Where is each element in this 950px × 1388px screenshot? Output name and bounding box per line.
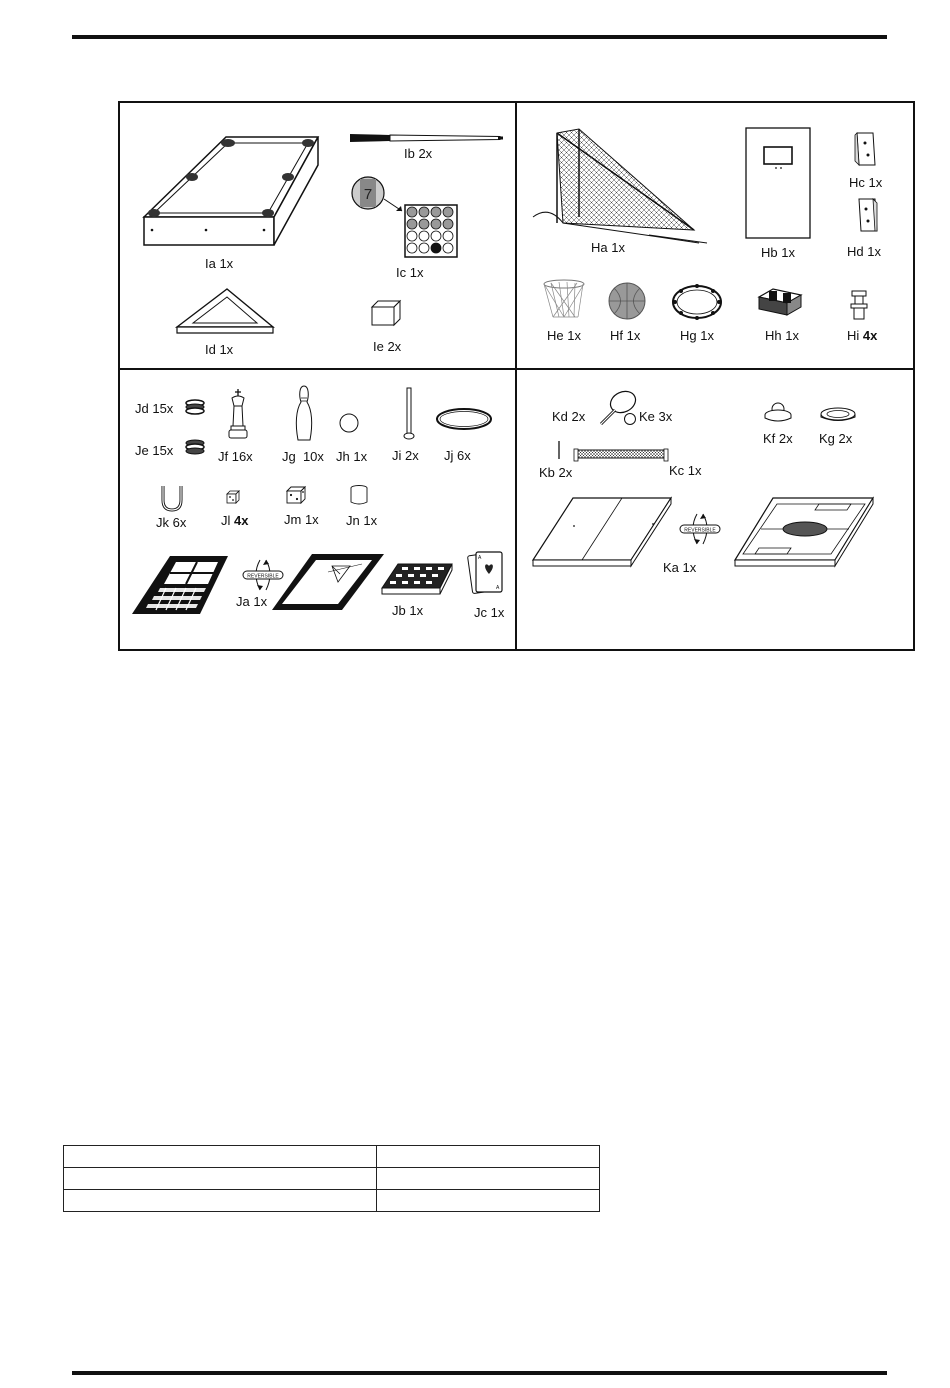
table-cell: [377, 1168, 600, 1190]
reversible-text: REVERSIBLE: [247, 573, 279, 580]
table-cell: [377, 1146, 600, 1168]
part-qty-Jl: 4x: [234, 513, 249, 528]
table-top-icon: [531, 496, 673, 570]
bracket-icon: [853, 131, 877, 167]
part-label-Ji: Ji 2x: [392, 448, 419, 463]
sports-field-top-icon: [731, 494, 875, 570]
part-label-Je: Je 15x: [135, 443, 174, 458]
ring-stake-icon: [402, 386, 416, 442]
part-label-Hf: Hf 1x: [610, 328, 641, 343]
ball-number: 7: [363, 186, 373, 203]
chess-board-icon: [130, 554, 230, 616]
spec-table: [63, 1145, 600, 1212]
part-label-Hh: Hh 1x: [765, 328, 799, 343]
part-label-Kc: Kc 1x: [669, 463, 702, 478]
cue-stick-icon: [350, 133, 505, 143]
svg-text:A: A: [478, 555, 482, 561]
part-label-Hi: [847, 329, 877, 343]
games-panel: [120, 370, 515, 651]
table-sports-panel: [517, 370, 915, 651]
table-net-icon: [573, 448, 669, 462]
checker-pieces-icon: [184, 398, 206, 416]
part-code-Jl: Jl: [221, 513, 231, 528]
backboard-icon: [745, 127, 811, 239]
part-label-Ib: Ib 2x: [404, 146, 433, 161]
basketball-icon: [607, 281, 647, 321]
part-code-Hi: Hi: [847, 328, 860, 343]
table-cell: [64, 1168, 377, 1190]
top-rule: [72, 35, 887, 39]
table-cell: [64, 1146, 377, 1168]
part-label-Id: Id 1x: [205, 342, 234, 357]
net-post-icon: [555, 440, 563, 460]
part-label-Ha: Ha 1x: [591, 240, 625, 255]
small-die-icon: [226, 490, 240, 504]
billiards-panel: [120, 103, 515, 368]
table-row: [64, 1190, 600, 1212]
bottom-rule: [72, 1371, 887, 1375]
part-label-Ja: Ja 1x: [236, 594, 268, 609]
part-label-Hd: Hd 1x: [847, 244, 881, 259]
svg-text:A: A: [496, 585, 500, 591]
air-hockey-striker-icon: [763, 400, 793, 424]
part-label-Jk: Jk 6x: [156, 515, 187, 530]
ping-pong-ball-icon: [623, 412, 637, 426]
game-mat-icon: [270, 552, 386, 612]
part-label-Jb: Jb 1x: [392, 603, 424, 618]
chess-king-icon: [226, 388, 250, 442]
billiard-balls-icon: [350, 175, 460, 265]
part-label-Jj: Jj 6x: [444, 448, 471, 463]
part-label-Jn: Jn 1x: [346, 513, 378, 528]
part-label-Hb: Hb 1x: [761, 245, 795, 260]
part-label-Hc: Hc 1x: [849, 175, 883, 190]
part-label-Jf: Jf 16x: [218, 449, 253, 464]
reversible-text: REVERSIBLE: [684, 527, 716, 534]
air-hockey-puck-icon: [819, 406, 857, 424]
part-label-Jg: Jg 10x: [282, 449, 324, 464]
part-label-Kg: Kg 2x: [819, 431, 853, 446]
table-row: [64, 1146, 600, 1168]
part-label-He: He 1x: [547, 328, 581, 343]
part-label-Jh: Jh 1x: [336, 449, 368, 464]
table-row: [64, 1168, 600, 1190]
checker-pieces-icon: [184, 438, 206, 456]
dice-cup-icon: [348, 484, 370, 506]
playing-cards-icon: [466, 548, 506, 598]
ludo-board-icon: [380, 562, 454, 598]
bolt-icon: [850, 289, 868, 321]
rim-mount-icon: [755, 287, 805, 319]
part-label-Kd: Kd 2x: [552, 409, 586, 424]
part-label-Ka: Ka 1x: [663, 560, 697, 575]
net-frame-icon: [529, 125, 709, 250]
croquet-hoop-icon: [160, 484, 184, 512]
part-label-Ia: Ia 1x: [205, 256, 234, 271]
table-cell: [64, 1190, 377, 1212]
reversible-icon: [679, 512, 721, 546]
bowling-pin-icon: [292, 384, 316, 442]
triangle-rack-icon: [175, 287, 275, 337]
billiard-table-icon: [140, 135, 320, 250]
toss-ring-icon: [434, 406, 494, 432]
part-label-Jl: [221, 514, 248, 528]
part-label-Kb: Kb 2x: [539, 465, 573, 480]
part-label-Hg: Hg 1x: [680, 328, 714, 343]
part-label-Ke: Ke 3x: [639, 409, 673, 424]
part-label-Jm: Jm 1x: [284, 512, 319, 527]
parts-grid: [118, 101, 915, 651]
rim-ring-icon: [671, 283, 723, 321]
part-label-Kf: Kf 2x: [763, 431, 793, 446]
part-label-Ie: Ie 2x: [373, 339, 402, 354]
hoop-net-icon: [541, 279, 587, 321]
basketball-panel: [517, 103, 915, 368]
bracket-icon: [855, 197, 879, 233]
part-label-Jd: Jd 15x: [135, 401, 174, 416]
ball-icon: [338, 412, 360, 434]
part-qty-Hi: 4x: [862, 328, 878, 343]
chalk-cube-icon: [370, 299, 402, 327]
part-label-Jc: Jc 1x: [474, 605, 505, 620]
table-cell: [377, 1190, 600, 1212]
part-label-Ic: Ic 1x: [396, 265, 424, 280]
die-icon: [286, 486, 306, 504]
